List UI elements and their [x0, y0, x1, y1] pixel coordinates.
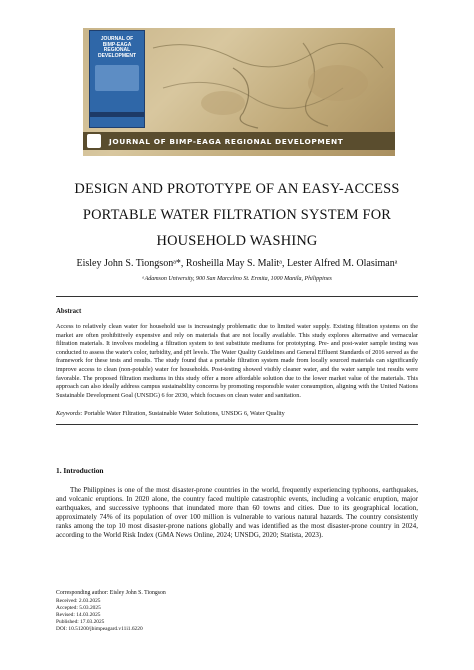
- divider-top: [56, 296, 418, 297]
- cover-stripe: [90, 112, 144, 117]
- affiliation: ᵃAdamson University, 900 San Marcelino St. Ermita, 1000 Manila, Philippines: [142, 276, 332, 282]
- divider-bottom: [56, 424, 418, 425]
- cover-title: [90, 31, 144, 59]
- journal-name-bar: [83, 132, 395, 150]
- cover-title-line: BIMP-EAGA: [102, 41, 132, 48]
- corresponding-author: Corresponding author: Eisley John S. Tiongson: [56, 590, 166, 596]
- date-received: Received: 2.03.2025: [56, 597, 101, 604]
- journal-name: JOURNAL OF BIMP-EAGA REGIONAL DEVELOPMENT: [109, 136, 344, 146]
- introduction-paragraph: The Philippines is one of the most disaster-prone countries in the world, frequently experiencing typhoons, earthquakes, and volcanic eruptions. In 2020 alone, the country faced multiple catastrophic events, including a volcanic eruption, major earthquakes, and successive typhoons that inundated more than 60 towns and cities. Due to its geographical location, approximately 74% of its population of over 100 million is vulnerable to various natural hazards. The country consistently ranks among the top 10 most disaster-prone nations globally and was identified as the most disaster-prone country in 2024, according to the World Risk Index (GMA News Online, 2024; UNSDG, 2020; Statista, 2023).: [56, 486, 418, 540]
- date-published: Published: 17.03.2025: [56, 618, 105, 625]
- footnote: [56, 590, 166, 632]
- title-line: PORTABLE WATER FILTRATION SYSTEM FOR: [82, 207, 392, 223]
- keywords: [56, 410, 418, 417]
- date-revised: Revised: 14.03.2025: [56, 611, 101, 618]
- cover-title-line: DEVELOPMENT: [97, 52, 137, 59]
- abstract-heading: Abstract: [56, 308, 82, 315]
- author-list: Eisley John S. Tiongsonᵃ*, Rosheilla May S. Malitᵃ, Lester Alfred M. Olasimanᵃ: [76, 258, 398, 269]
- cover-title-line: JOURNAL OF: [100, 36, 134, 42]
- doi: DOI: 10.51200/jbimpeagard.v11i1.6220: [56, 625, 143, 632]
- date-accepted: Accepted: 5.03.2025: [56, 604, 101, 611]
- journal-logo-icon: [87, 134, 101, 148]
- keywords-list: Portable Water Filtration, Sustainable Water Solutions, UNSDG 6, Water Quality: [84, 410, 285, 417]
- journal-cover: [89, 30, 145, 128]
- title-line: HOUSEHOLD WASHING: [156, 233, 318, 249]
- title-line: DESIGN AND PROTOTYPE OF AN EASY-ACCESS: [74, 181, 400, 197]
- paper-title: [40, 176, 434, 254]
- keywords-label: Keywords:: [56, 410, 83, 417]
- section-heading-introduction: 1. Introduction: [56, 466, 104, 475]
- journal-banner: [83, 28, 395, 156]
- cover-map-image: [95, 65, 139, 91]
- abstract-text: Access to relatively clean water for household use is increasingly problematic due to limited water supply. Existing filtration systems on the market are often prohibitively expensive and rely on materials that are not locally available. This study explores alternative and vernacular filtration materials. It involves modeling a filtration system to test substitute mediums for prototyping. Pre- and post-water sample testing was conducted to assess the water's color, turbidity, and pH levels. The Water Quality Guidelines and General Effluent Standards of 2016 served as the framework for these tests and results. The study found that a portable filtration system made from locally sourced materials can significantly improve access to clean (non-potable) water for households. Post-testing showed visibly cleaner water, and the water sample test results were favorable. The proposed filtration mediums in this study offer a more affordable solution due to the lower market value of the materials. This approach can also ideally address campus sustainability concerns by promoting responsible water consumption, aligning with the United Nations Sustainable Development Goal (UNSDG) 6 for 2030, which focuses on clean water and sanitation.: [56, 323, 419, 399]
- cover-title-line: REGIONAL: [103, 47, 131, 54]
